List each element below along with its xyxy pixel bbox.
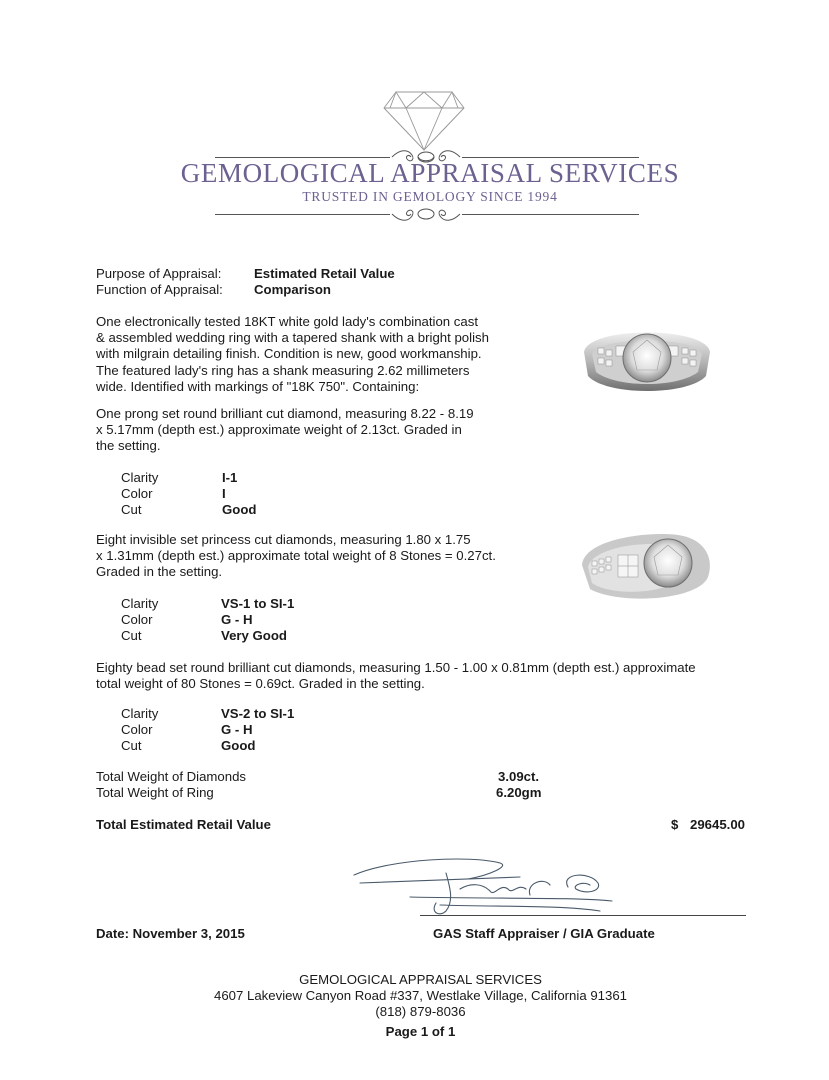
stone-2-line: x 1.31mm (depth est.) approximate total weight of 8 Stones = 0.27ct. — [96, 548, 496, 564]
ring-photo-top — [578, 318, 716, 400]
stone-3-color-value: G - H — [221, 722, 253, 737]
stone-1-cut-value: Good — [222, 502, 257, 517]
stone-1-description — [96, 406, 474, 455]
appraiser-title: GAS Staff Appraiser / GIA Graduate — [433, 926, 655, 941]
stone-3-cut-label: Cut — [121, 738, 142, 753]
stone-1-clarity-value: I-1 — [222, 470, 238, 485]
signature-line — [420, 915, 746, 916]
stone-3-color-label: Color — [121, 722, 153, 737]
stone-3-line: total weight of 80 Stones = 0.69ct. Graded in the setting. — [96, 676, 425, 692]
footer-phone: (818) 879-8036 — [375, 1004, 466, 1019]
stone-2-line: Graded in the setting. — [96, 564, 223, 580]
total-ring-weight-value: 6.20gm — [496, 785, 542, 800]
function-label: Function of Appraisal: — [96, 282, 223, 297]
stone-2-clarity-label: Clarity — [121, 596, 159, 611]
page-number: Page 1 of 1 — [385, 1024, 456, 1039]
description-line: One electronically tested 18KT white gold lady's combination cast — [96, 314, 478, 329]
stone-3-clarity-value: VS-2 to SI-1 — [221, 706, 295, 721]
brand-title: GEMOLOGICAL APPRAISAL SERVICES — [180, 158, 680, 188]
total-diamond-weight-value: 3.09ct. — [498, 769, 540, 784]
stone-1-cut-label: Cut — [121, 502, 142, 517]
stone-3-description — [96, 660, 696, 692]
stone-3-clarity-label: Clarity — [121, 706, 159, 721]
diamond-logo-icon — [382, 90, 466, 152]
brand-tagline: TRUSTED IN GEMOLOGY SINCE 1994 — [302, 189, 558, 204]
stone-2-description — [96, 532, 496, 581]
stone-1-line: the setting. — [96, 438, 161, 454]
header-rule-bottom-left — [215, 214, 390, 215]
stone-1-color-label: Color — [121, 486, 153, 501]
stone-1-line: x 5.17mm (depth est.) approximate weight of 2.13ct. Graded in — [96, 422, 462, 438]
footer-company: GEMOLOGICAL APPRAISAL SERVICES — [299, 972, 542, 987]
stone-2-cut-value: Very Good — [221, 628, 287, 643]
purpose-label: Purpose of Appraisal: — [96, 266, 222, 281]
total-ring-weight-label: Total Weight of Ring — [96, 785, 214, 800]
header-rule-bottom-right — [462, 214, 639, 215]
appraisal-date: Date: November 3, 2015 — [96, 926, 245, 941]
stone-2-color-value: G - H — [221, 612, 253, 627]
stone-1-clarity-label: Clarity — [121, 470, 159, 485]
ring-photo-side — [578, 525, 716, 607]
stone-2-cut-label: Cut — [121, 628, 142, 643]
stone-3-line: Eighty bead set round brilliant cut diamonds, measuring 1.50 - 1.00 x 0.81mm (depth est.) approximate — [96, 660, 696, 675]
description-line: The featured lady's ring has a shank measuring 2.62 millimeters — [96, 362, 470, 378]
purpose-value: Estimated Retail Value — [254, 266, 395, 281]
stone-3-cut-value: Good — [221, 738, 256, 753]
function-value: Comparison — [254, 282, 331, 297]
stone-2-line: Eight invisible set princess cut diamonds, measuring 1.80 x 1.75 — [96, 532, 471, 547]
scroll-ornament-icon — [390, 204, 462, 224]
stone-1-line: One prong set round brilliant cut diamond, measuring 8.22 - 8.19 — [96, 406, 474, 421]
stone-2-clarity-value: VS-1 to SI-1 — [221, 596, 295, 611]
description-line: wide. Identified with markings of "18K 750". Containing: — [96, 378, 420, 394]
retail-value-amount: 29645.00 — [690, 817, 746, 832]
total-diamond-weight-label: Total Weight of Diamonds — [96, 769, 247, 784]
currency-symbol: $ — [671, 817, 679, 832]
appraiser-signature — [350, 853, 620, 921]
ring-description — [96, 314, 489, 395]
retail-value-label: Total Estimated Retail Value — [96, 817, 271, 832]
description-line: & assembled wedding ring with a tapered shank with a bright polish — [96, 330, 489, 346]
stone-2-color-label: Color — [121, 612, 153, 627]
description-line: with milgrain detailing finish. Condition is new, good workmanship. — [96, 346, 482, 362]
footer-address: 4607 Lakeview Canyon Road #337, Westlake Village, California 91361 — [214, 988, 627, 1003]
stone-1-color-value: I — [222, 486, 226, 501]
